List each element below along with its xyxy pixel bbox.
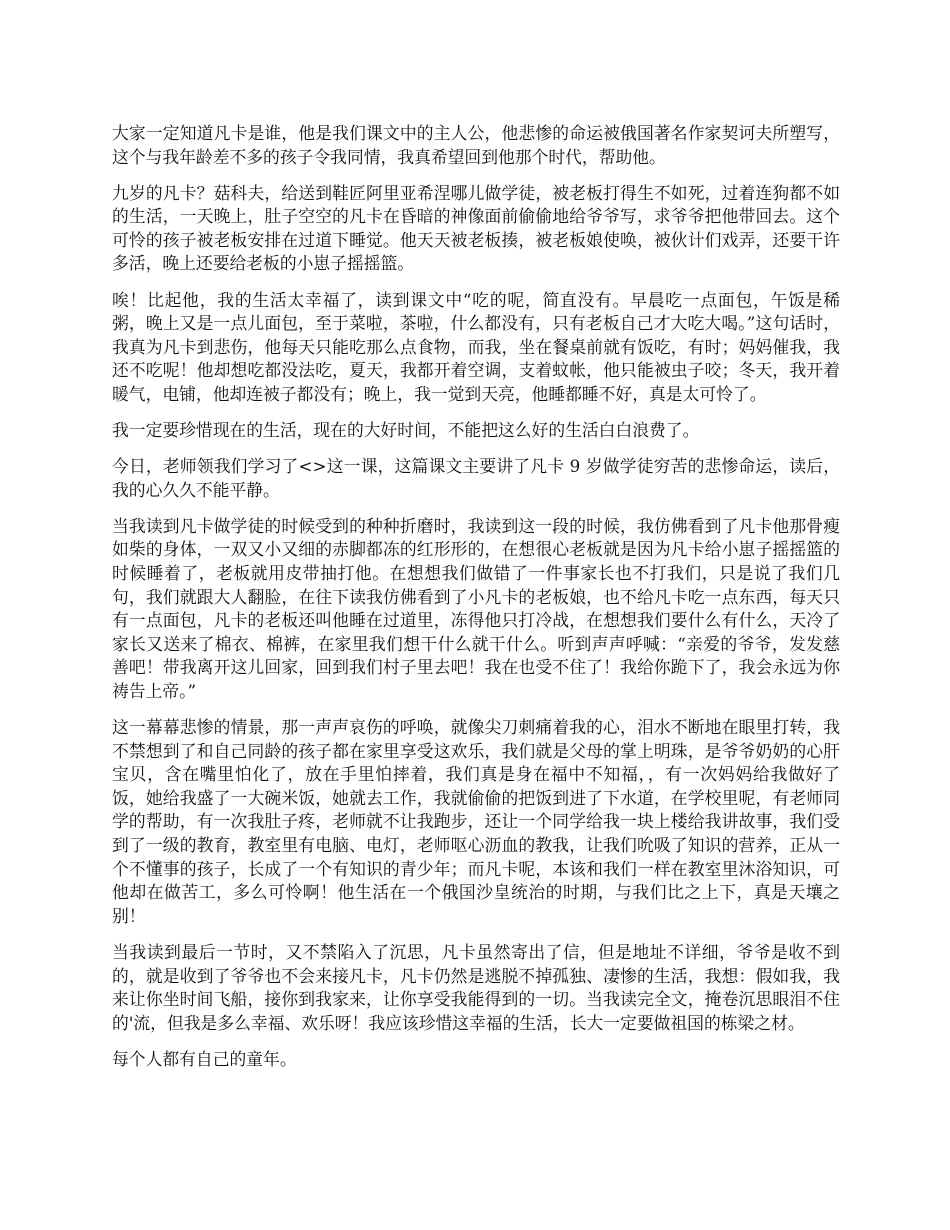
paragraph: 九岁的凡卡？菇科夫，给送到鞋匠阿里亚希涅哪儿做学徒，被老板打得生不如死，过着连狗都不如的生活，一天晚上，肚子空空的凡卡在昏暗的神像面前偷偷地给爷爷写，求爷爷把他带回去。这个可怜的孩子被老板安排在过道下睡觉。他天天被老板揍，被老板娘使唤，被伙计们戏弄，还要干许多活，晚上还要给老板的小崽子摇摇篮。 (112, 182, 840, 274)
paragraph: 每个人都有自己的童年。 (112, 1048, 297, 1069)
paragraph: 大家一定知道凡卡是谁，他是我们课文中的主人公，他悲惨的命运被俄国著名作家契诃夫所塑写，这个与我年龄差不多的孩子令我同情，我真希望回到他那个时代，帮助他。 (112, 123, 840, 167)
paragraph: 今日，老师领我们学习了<>这一课，这篇课文主要讲了凡卡 9 岁做学徒穷苦的悲惨命运，读后，我的心久久不能平静。 (112, 456, 840, 500)
paragraph: 唉！比起他，我的生活太幸福了，读到课文中“吃的呢，简直没有。早晨吃一点面包，午饭是稀粥，晚上又是一点儿面包，至于菜啦，茶啦，什么都没有，只有老板自己才大吃大喝。”这句话时，我真为凡卡到悲伤，他每天只能吃那么点食物，而我，坐在餐桌前就有饭吃，有时；妈妈催我，我还不吃呢！他却想吃都没法吃，夏天，我都开着空调，支着蚊帐，他只能被虫子咬；冬天，我开着暖气，电铺，他却连被子都没有；晚上，我一觉到天亮，他睡都睡不好，真是太可怜了。 (112, 289, 840, 404)
document-body (112, 122, 840, 1084)
paragraph: 我一定要珍惜现在的生活，现在的大好时间，不能把这么好的生活白白浪费了。 (112, 420, 700, 441)
paragraph: 当我读到凡卡做学徒的时候受到的种种折磨时，我读到这一段的时候，我仿佛看到了凡卡他那骨瘦如柴的身体，一双又小又细的赤脚都冻的红形形的，在想很心老板就是因为凡卡给小崽子摇摇篮的时候睡着了，老板就用皮带抽打他。在想想我们做错了一件事家长也不打我们，只是说了我们几句，我们就跟大人翻脸，在往下读我仿佛看到了小凡卡的老板娘，也不给凡卡吃一点东西，每天只有一点面包，凡卡的老板还叫他睡在过道里，冻得他只打冷战，在想想我们要什么有什么，天冷了家长又送来了棉衣、棉裤，在家里我们想干什么就干什么。听到声声呼喊：“亲爱的爷爷，发发慈善吧！带我离开这儿回家，回到我们村子里去吧！我在也受不住了！我给你跪下了，我会永远为你祷告上帝。” (112, 515, 840, 701)
paragraph: 这一幕幕悲惨的情景，那一声声哀伤的呼唤，就像尖刀刺痛着我的心，泪水不断地在眼里打转，我不禁想到了和自己同龄的孩子都在家里享受这欢乐，我们就是父母的掌上明珠，是爷爷奶奶的心肝宝贝，含在嘴里怕化了，放在手里怕摔着，我们真是身在福中不知福，，有一次妈妈给我做好了饭，她给我盛了一大碗米饭，她就去工作，我就偷偷的把饭到进了下水道，在学校里呢，有老师同学的帮助，有一次我肚子疼，老师就不让我跑步，还让一个同学给我一块上楼给我讲故事，我们受到了一级的教育，教室里有电脑、电灯，老师呕心沥血的教我，让我们吮吸了知识的营养，正从一个不懂事的孩子，长成了一个有知识的青少年；而凡卡呢，本该和我们一样在教室里沐浴知识，可他却在做苦工，多么可怜啊！他生活在一个俄国沙皇统治的时期，与我们比之上下，真是天壤之别！ (112, 717, 840, 926)
paragraph: 当我读到最后一节时，又不禁陷入了沉思，凡卡虽然寄出了信，但是地址不详细，爷爷是收不到的，就是收到了爷爷也不会来接凡卡，凡卡仍然是逃脱不掉孤独、凄惨的生活，我想：假如我，我来让你坐时间飞船，接你到我家来，让你享受我能得到的一切。当我读完全文，掩卷沉思眼泪不住的'流，但我是多么幸福、欢乐呀！我应该珍惜这幸福的生活，长大一定要做祖国的栋梁之材。 (112, 941, 840, 1033)
